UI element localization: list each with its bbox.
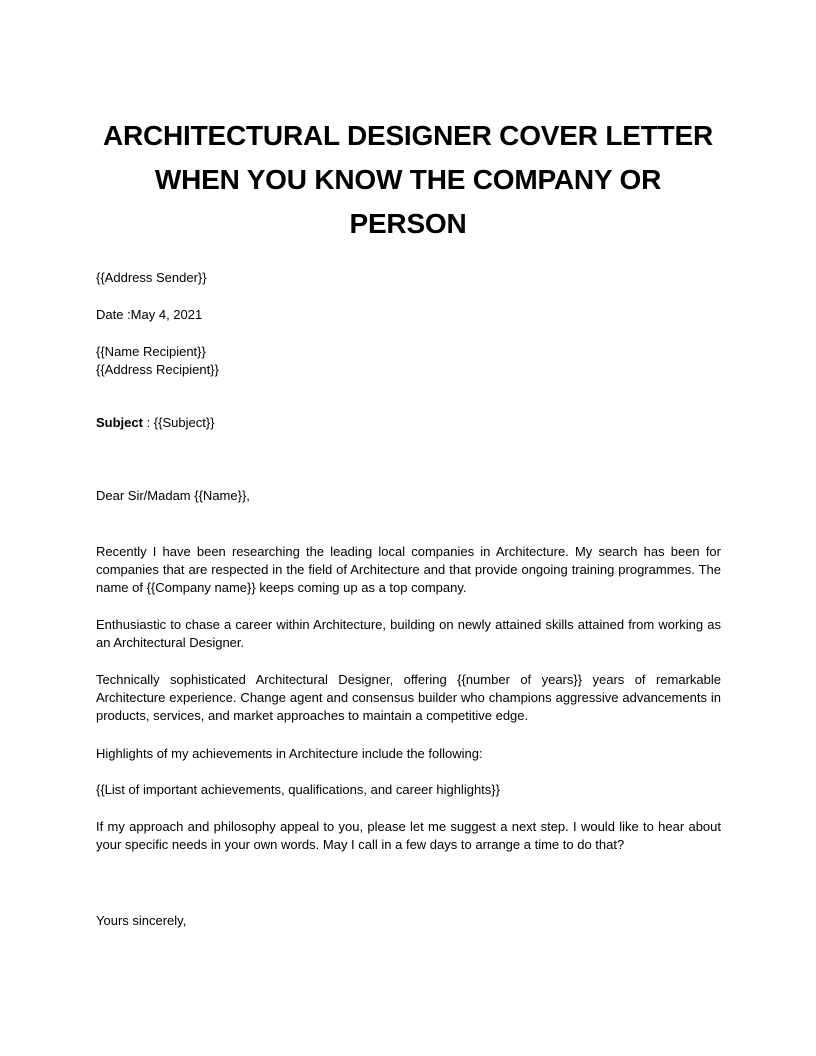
paragraph-3: Technically sophisticated Architectural Designer, offering {{number of years}} years of remarkable Architecture experience. Change agent and consensus builder who champions aggressive advancements in products, services, and market approaches to maintain a competitive edge. (96, 672, 721, 723)
paragraph-5: {{List of important achievements, qualifications, and career highlights}} (96, 782, 500, 797)
recipient-name: {{Name Recipient}} (96, 344, 206, 359)
subject-line (96, 414, 721, 432)
address-sender: {{Address Sender}} (96, 270, 207, 285)
recipient-address: {{Address Recipient}} (96, 362, 219, 377)
salutation: Dear Sir/Madam {{Name}}, (96, 488, 250, 503)
paragraph-4: Highlights of my achievements in Architecture include the following: (96, 746, 483, 761)
closing: Yours sincerely, (96, 913, 187, 928)
paragraph-2: Enthusiastic to chase a career within Architecture, building on newly attained skills attained from working as an Architectural Designer. (96, 617, 721, 650)
recipient-block (96, 343, 721, 379)
title-line-1: ARCHITECTURAL DESIGNER COVER LETTER (102, 120, 714, 151)
paragraph-6: If my approach and philosophy appeal to you, please let me suggest a next step. I would like to hear about your specific needs in your own words. May I call in a few days to arrange a time to do that? (96, 819, 721, 852)
letter-date: Date :May 4, 2021 (96, 307, 203, 322)
document-title (80, 114, 736, 246)
title-line-2: WHEN YOU KNOW THE COMPANY OR (154, 164, 662, 195)
paragraph-1: Recently I have been researching the leading local companies in Architecture. My search has been for companies that are respected in the field of Architecture and that provide ongoing training programmes. The name of {{Company name}} keeps coming up as a top company. (96, 544, 721, 595)
subject-value: : {{Subject}} (142, 415, 215, 430)
subject-label: Subject (96, 415, 143, 430)
title-line-3: PERSON (349, 208, 467, 239)
